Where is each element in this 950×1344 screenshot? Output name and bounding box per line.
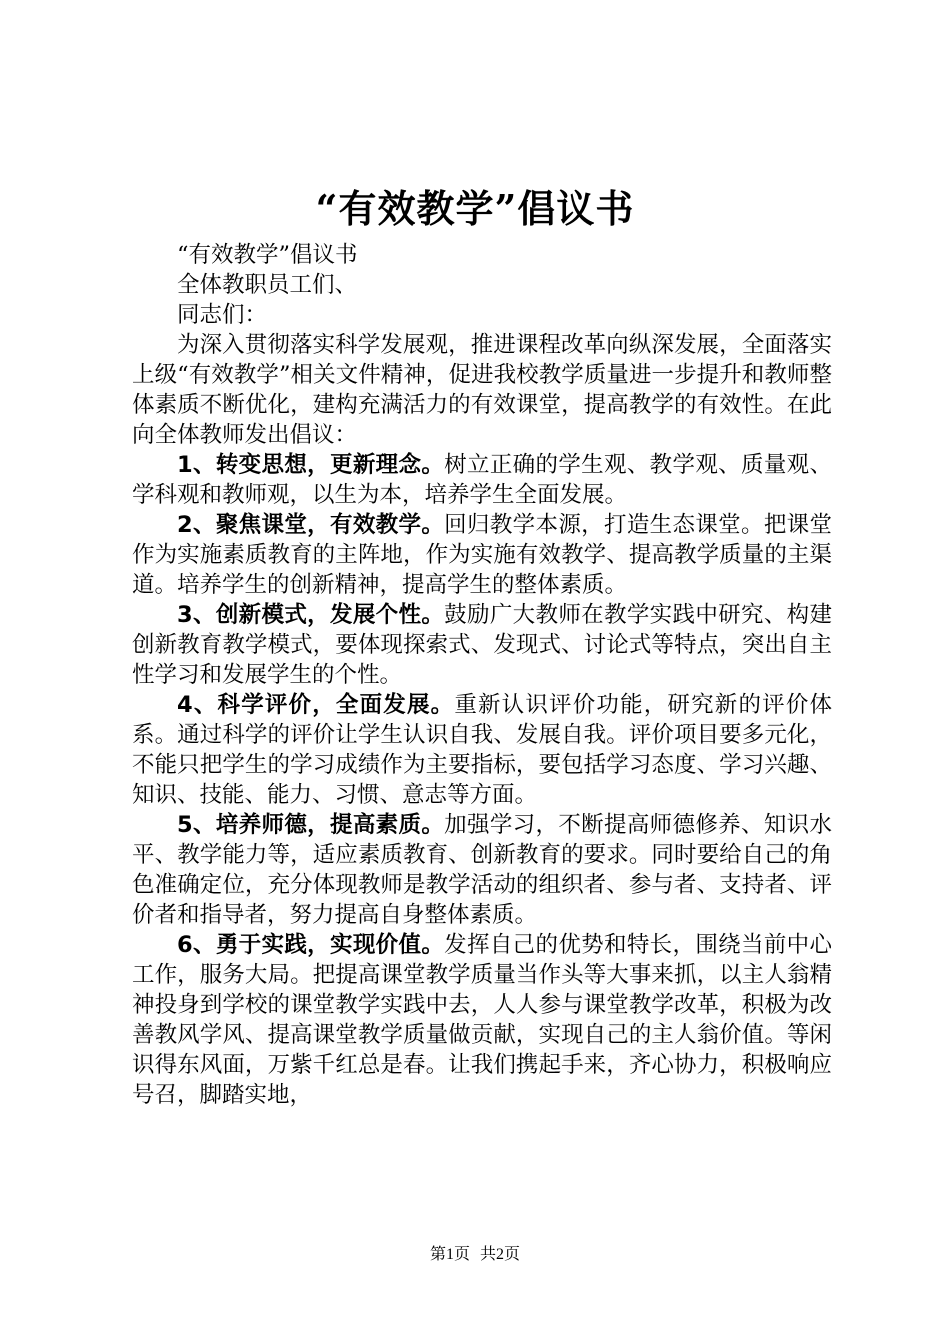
proposal-item-4-lead: 4、科学评价，全面发展。: [177, 692, 455, 718]
document-title: “有效教学”倡议书: [315, 186, 635, 231]
proposal-item-3-lead: 3、创新模式，发展个性。: [177, 602, 445, 628]
proposal-item-6-lead: 6、勇于实践，实现价值。: [177, 932, 445, 958]
proposal-item-2-text: 回归教学本源，打造生态课堂。把课堂作为实施素质教育的主阵地，作为实施有效教学、提高教学质量的主渠道。培养学生的创新精神，提高学生的整体素质。: [132, 512, 832, 598]
salutation-staff: 全体教职员工们、: [177, 272, 358, 298]
proposal-item-5-lead: 5、培养师德，提高素质。: [177, 812, 445, 838]
proposal-item-2: [132, 510, 832, 600]
proposal-item-1-lead: 1、转变思想，更新理念。: [177, 452, 445, 478]
proposal-item-2-lead: 2、聚焦课堂，有效教学。: [177, 512, 445, 538]
proposal-item-6-text: 发挥自己的优势和特长，围绕当前中心工作，服务大局。把提高课堂教学质量当作头等大事来抓，以主人翁精神投身到学校的课堂教学实践中去，人人参与课堂教学改革，积极为改善教风学风、提高课堂教学质量做贡献，实现自己的主人翁价值。等闲识得东风面，万紫千红总是春。让我们携起手来，齐心协力，积极响应号召，脚踏实地，: [132, 932, 832, 1108]
proposal-item-1-text: 树立正确的学生观、教学观、质量观、学科观和教师观，以生为本，培养学生全面发展。: [132, 452, 832, 508]
proposal-item-3: [132, 600, 832, 690]
intro-paragraph: 为深入贯彻落实科学发展观，推进课程改革向纵深发展，全面落实上级“有效教学”相关文件精神，促进我校教学质量进一步提升和教师整体素质不断优化，建构充满活力的有效课堂，提高教学的有效性。在此向全体教师发出倡议：: [132, 332, 832, 448]
page-number-current: 第1页: [429, 1246, 470, 1263]
salutation-comrades: 同志们：: [177, 302, 268, 328]
proposal-item-4: [132, 690, 832, 810]
proposal-item-5: [132, 810, 832, 930]
proposal-item-1: [132, 450, 832, 510]
page-footer: [0, 1244, 950, 1266]
subtitle-line: “有效教学”倡议书: [177, 242, 358, 268]
document-body: [132, 240, 832, 1110]
proposal-item-6: [132, 930, 832, 1110]
proposal-item-3-text: 鼓励广大教师在教学实践中研究、构建创新教育教学模式，要体现探索式、发现式、讨论式等特点，突出自主性学习和发展学生的个性。: [132, 602, 832, 688]
proposal-item-4-text: 重新认识评价功能，研究新的评价体系。通过科学的评价让学生认识自我、发展自我。评价项目要多元化，不能只把学生的学习成绩作为主要指标，要包括学习态度、学习兴趣、知识、技能、能力、习惯、意志等方面。: [132, 692, 832, 808]
proposal-item-5-text: 加强学习，不断提高师德修养、知识水平、教学能力等，适应素质教育、创新教育的要求。同时要给自己的角色准确定位，充分体现教师是教学活动的组织者、参与者、支持者、评价者和指导者，努力提高自身整体素质。: [132, 812, 832, 928]
page-number-total: 共2页: [480, 1246, 521, 1263]
